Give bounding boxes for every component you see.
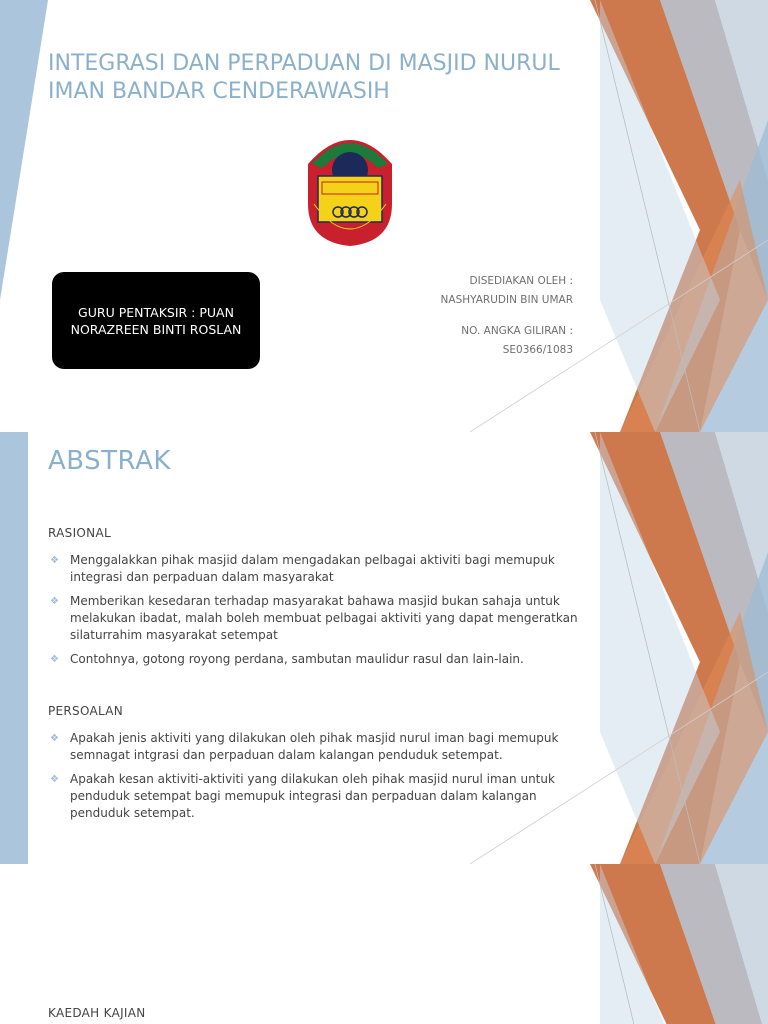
guru-pentaksir-box — [52, 272, 260, 369]
list-item: ❖ Apakah kesan aktiviti-aktiviti yang dilakukan oleh pihak masjid nurul iman untuk penduduk setempat bagi memupuk integrasi dan perpaduan dalam kalangan penduduk setempat. — [50, 772, 555, 820]
methodology-slide — [0, 864, 768, 1024]
bullet-icon: ❖ — [50, 555, 59, 566]
bullet-icon: ❖ — [50, 596, 59, 607]
index-number-value: SE0366/1083 — [502, 344, 573, 356]
guru-pentaksir-text: GURU PENTAKSIR : PUAN NORAZREEN BINTI ROSLAN — [70, 304, 242, 337]
author-info — [441, 272, 573, 360]
list-item: ❖ Menggalakkan pihak masjid dalam mengadakan pelbagai aktiviti bagi memupuk integrasi dan perpaduan dalam masyarakat — [50, 553, 555, 584]
page-title: INTEGRASI DAN PERPADUAN DI MASJID NURUL IMAN BANDAR CENDERAWASIH — [48, 51, 560, 104]
rasional-list — [48, 552, 578, 675]
prepared-by-name: NASHYARUDIN BIN UMAR — [440, 294, 573, 306]
abstract-slide — [0, 432, 768, 864]
persoalan-title: PERSOALAN — [48, 704, 124, 718]
bullet-icon: ❖ — [50, 774, 59, 785]
slide-decoration — [0, 864, 768, 1024]
list-item: ❖ Memberikan kesedaran terhadap masyarakat bahawa masjid bukan sahaja untuk melakukan ibadat, malah boleh membuat pelbagai aktiviti yang dapat mengeratkan silaturrahim masyarakat setempat — [50, 594, 578, 642]
rasional-title: RASIONAL — [48, 526, 111, 540]
list-item: ❖ Contohnya, gotong royong perdana, sambutan maulidur rasul dan lain-lain. — [50, 652, 524, 666]
persoalan-list — [48, 730, 578, 829]
prepared-by-label: DISEDIAKAN OLEH : — [469, 275, 573, 287]
kaedah-kajian-title: KAEDAH KAJIAN — [48, 1006, 146, 1020]
abstract-heading: ABSTRAK — [48, 446, 171, 476]
bullet-icon: ❖ — [50, 733, 59, 744]
list-item: ❖ Apakah jenis aktiviti yang dilakukan oleh pihak masjid nurul iman bagi memupuk semnagat intgrasi dan perpaduan dalam kalangan penduduk setempat. — [50, 731, 559, 762]
school-crest-logo — [300, 124, 400, 248]
bullet-icon: ❖ — [50, 654, 59, 665]
title-slide — [0, 0, 768, 432]
index-number-label: NO. ANGKA GILIRAN : — [461, 325, 573, 337]
